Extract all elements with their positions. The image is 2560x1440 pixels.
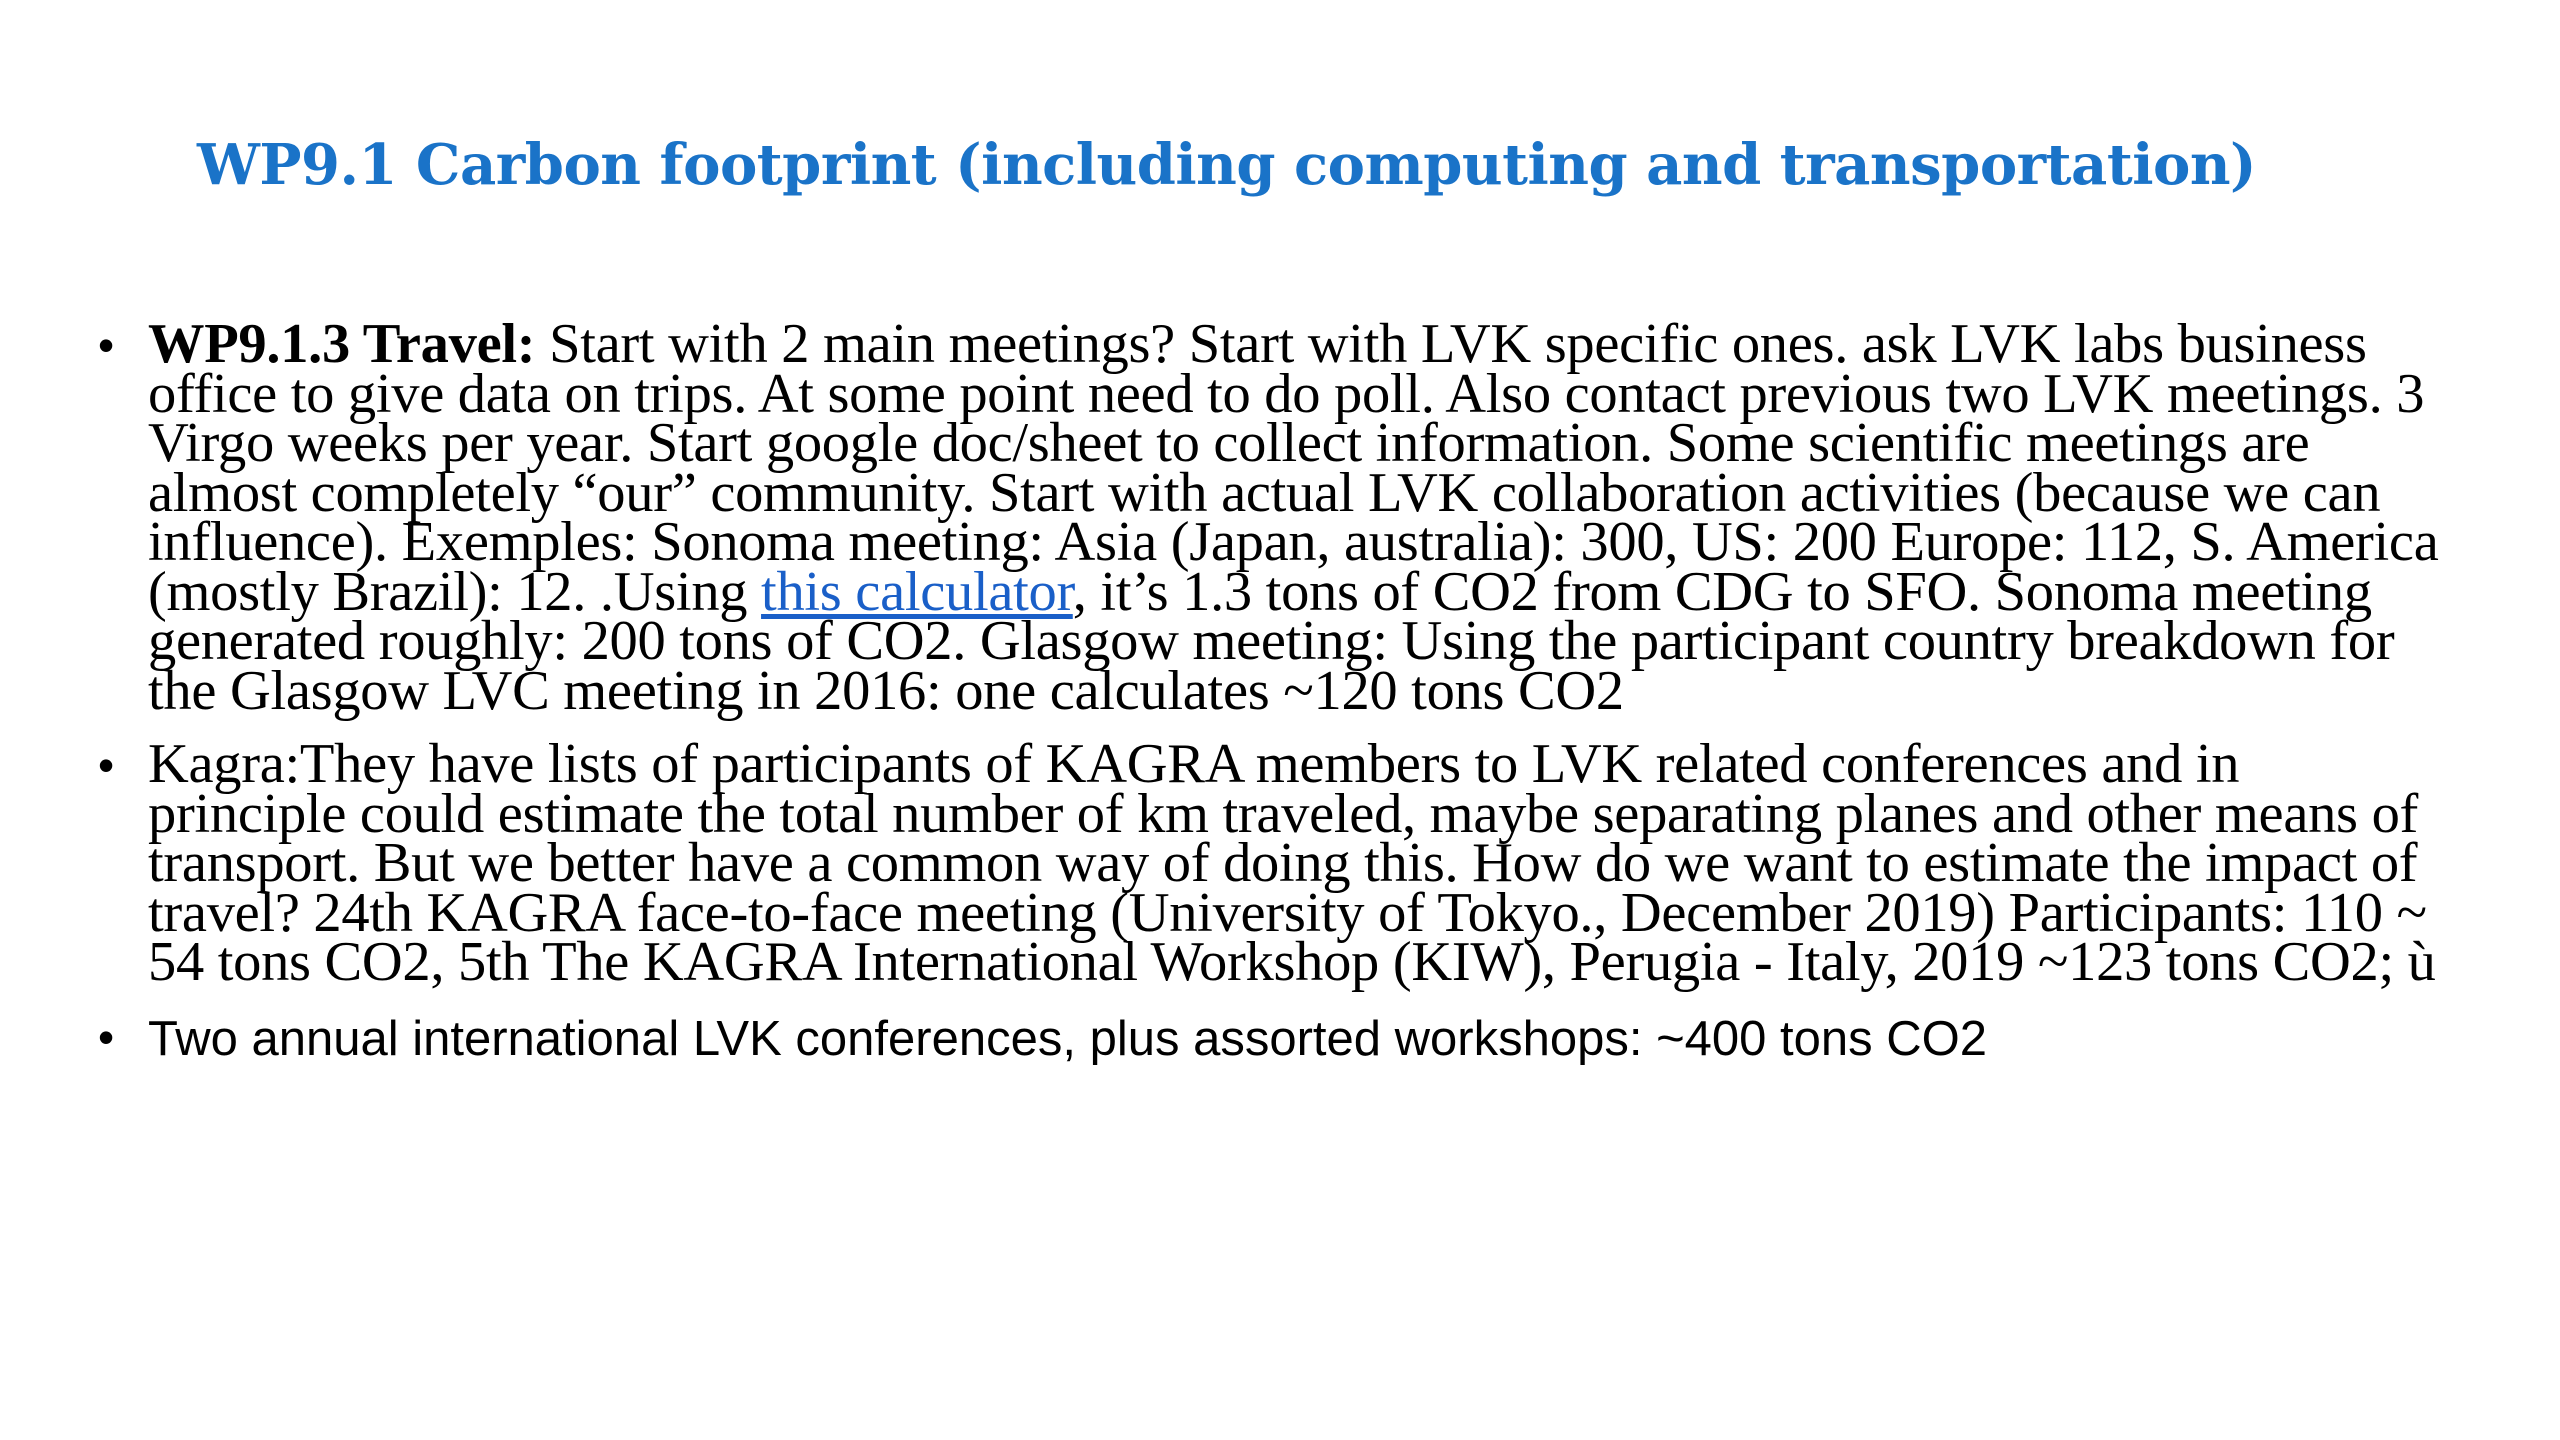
bullet-item-travel [90, 313, 2440, 722]
bullet-text-kagra: Kagra:They have lists of participants of KAGRA members to LVK related conferences and in principle could estimate the total number of km traveled, maybe separating planes and other means of transport. But we better have a common way of doing this. How do we want to estimate the impact of travel? 24th KAGRA face-to-face meeting (University of Tokyo., December 2019) Participants: 110 ~ 54 tons CO2, 5th The KAGRA International Workshop (KIW), Perugia - Italy, 2019 ~123 tons CO2; ù [148, 733, 2436, 993]
bullet-icon: • [98, 319, 115, 371]
calculator-link[interactable]: this calculator [761, 560, 1073, 623]
bullet-icon: • [98, 1010, 115, 1063]
slide-title: WP9.1 Carbon footprint (including computing and transportation) [197, 132, 2257, 198]
bullet-item-conferences [90, 1012, 2440, 1066]
bullet-icon: • [98, 739, 115, 791]
bullet-lead-travel: WP9.1.3 Travel: [148, 313, 536, 375]
bullet-text-travel-part2: , it’s 1.3 tons of CO2 from CDG to SFO. Sonoma meeting generated roughly: 200 tons of CO2. Glasgow meeting: Using the participant country breakdown for the Glasgow LVC meeting in 2016: one calculates ~120 tons CO2 [148, 560, 2395, 722]
bullet-text-conferences: Two annual international LVK conferences, plus assorted workshops: ~400 tons CO2 [148, 1011, 1988, 1066]
bullet-text-travel [148, 313, 2440, 722]
bullet-text-travel-part1: Start with 2 main meetings? Start with LVK specific ones. ask LVK labs business office to give data on trips. At some point need to do poll. Also contact previous two LVK meetings. 3 Virgo weeks per year. Start google doc/sheet to collect information. Some scientific meetings are almost completely “our” community. Start with actual LVK collaboration activities (because we can influence). Exemples: Sonoma meeting: Asia (Japan, australia): 300, US: 200 Europe: 112, S. America (mostly Brazil): 12. .Using [148, 313, 2439, 623]
bullet-item-kagra [90, 733, 2440, 993]
bullet-list [90, 313, 2440, 1090]
